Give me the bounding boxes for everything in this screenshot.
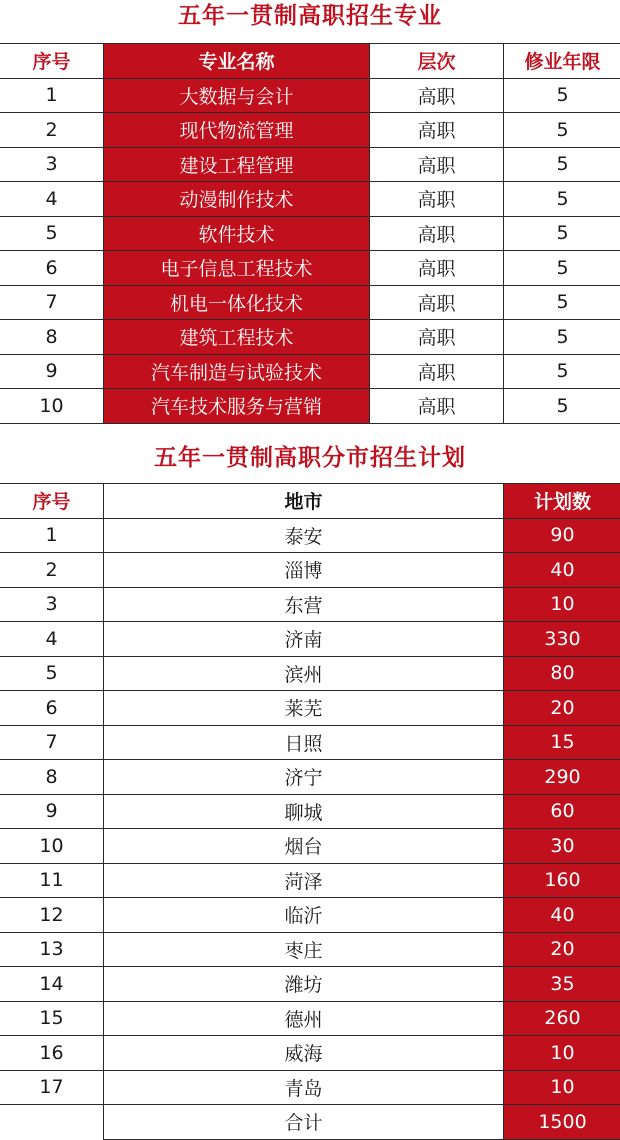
city-name: 青岛 — [104, 1070, 504, 1105]
city-plan-count: 160 — [504, 863, 620, 898]
major-row — [0, 182, 620, 217]
major-index: 8 — [0, 320, 104, 355]
header-plan-count: 计划数 — [504, 484, 620, 519]
city-name: 菏泽 — [104, 863, 504, 898]
city-row — [0, 622, 620, 657]
header-city: 地市 — [104, 484, 504, 519]
major-duration: 5 — [504, 113, 620, 148]
city-row — [0, 863, 620, 898]
city-name: 东营 — [104, 587, 504, 622]
major-index: 6 — [0, 251, 104, 286]
city-index: 17 — [0, 1070, 104, 1105]
city-name: 德州 — [104, 1001, 504, 1036]
city-row — [0, 553, 620, 588]
city-name: 枣庄 — [104, 932, 504, 967]
major-duration: 5 — [504, 285, 620, 320]
city-index: 9 — [0, 794, 104, 829]
major-row — [0, 78, 620, 113]
major-level: 高职 — [370, 216, 504, 251]
major-name: 动漫制作技术 — [104, 182, 370, 217]
major-duration: 5 — [504, 354, 620, 389]
city-name: 泰安 — [104, 518, 504, 553]
major-name: 汽车技术服务与营销 — [104, 389, 370, 424]
major-row — [0, 113, 620, 148]
city-index: 5 — [0, 656, 104, 691]
city-plan-count: 80 — [504, 656, 620, 691]
city-index: 8 — [0, 760, 104, 795]
major-index: 1 — [0, 78, 104, 113]
cities-title: 五年一贯制高职分市招生计划 — [0, 440, 620, 476]
city-index: 11 — [0, 863, 104, 898]
city-name: 日照 — [104, 725, 504, 760]
major-duration: 5 — [504, 216, 620, 251]
city-plan-count: 60 — [504, 794, 620, 829]
major-name: 建筑工程技术 — [104, 320, 370, 355]
city-index: 3 — [0, 587, 104, 622]
major-index: 2 — [0, 113, 104, 148]
major-name: 电子信息工程技术 — [104, 251, 370, 286]
major-name: 机电一体化技术 — [104, 285, 370, 320]
city-index: 16 — [0, 1036, 104, 1071]
city-row — [0, 691, 620, 726]
major-row — [0, 285, 620, 320]
city-row — [0, 1001, 620, 1036]
city-index: 6 — [0, 691, 104, 726]
city-index: 15 — [0, 1001, 104, 1036]
majors-table — [0, 43, 620, 424]
city-plan-count: 10 — [504, 1070, 620, 1105]
major-duration: 5 — [504, 389, 620, 424]
major-duration: 5 — [504, 182, 620, 217]
major-level: 高职 — [370, 251, 504, 286]
major-level: 高职 — [370, 285, 504, 320]
city-index: 4 — [0, 622, 104, 657]
city-row — [0, 518, 620, 553]
major-index: 7 — [0, 285, 104, 320]
major-index: 5 — [0, 216, 104, 251]
major-row — [0, 389, 620, 424]
city-index: 10 — [0, 829, 104, 864]
major-name: 大数据与会计 — [104, 78, 370, 113]
city-plan-count: 40 — [504, 898, 620, 933]
city-plan-count: 90 — [504, 518, 620, 553]
major-level: 高职 — [370, 182, 504, 217]
city-plan-table — [0, 483, 620, 1140]
major-row — [0, 251, 620, 286]
city-name: 滨州 — [104, 656, 504, 691]
city-row — [0, 1036, 620, 1071]
city-plan-count: 30 — [504, 829, 620, 864]
city-row — [0, 967, 620, 1002]
header-duration: 修业年限 — [504, 44, 620, 79]
major-duration: 5 — [504, 320, 620, 355]
major-duration: 5 — [504, 251, 620, 286]
total-label: 合计 — [104, 1105, 504, 1140]
header-level: 层次 — [370, 44, 504, 79]
majors-title: 五年一贯制高职招生专业 — [0, 0, 620, 36]
city-name: 淄博 — [104, 553, 504, 588]
city-row — [0, 656, 620, 691]
city-row — [0, 794, 620, 829]
city-name: 烟台 — [104, 829, 504, 864]
city-plan-count: 10 — [504, 587, 620, 622]
city-plan-count: 260 — [504, 1001, 620, 1036]
city-row — [0, 932, 620, 967]
city-name: 莱芜 — [104, 691, 504, 726]
city-plan-count: 15 — [504, 725, 620, 760]
city-index: 13 — [0, 932, 104, 967]
city-row — [0, 587, 620, 622]
city-index: 12 — [0, 898, 104, 933]
major-duration: 5 — [504, 147, 620, 182]
total-value: 1500 — [504, 1105, 620, 1140]
major-level: 高职 — [370, 113, 504, 148]
city-plan-count: 330 — [504, 622, 620, 657]
major-level: 高职 — [370, 320, 504, 355]
major-index: 10 — [0, 389, 104, 424]
major-level: 高职 — [370, 354, 504, 389]
major-name: 建设工程管理 — [104, 147, 370, 182]
cities-header-row — [0, 484, 620, 519]
city-plan-count: 35 — [504, 967, 620, 1002]
city-plan-count: 10 — [504, 1036, 620, 1071]
city-row — [0, 760, 620, 795]
city-name: 临沂 — [104, 898, 504, 933]
city-name: 聊城 — [104, 794, 504, 829]
major-level: 高职 — [370, 147, 504, 182]
major-level: 高职 — [370, 389, 504, 424]
city-name: 潍坊 — [104, 967, 504, 1002]
major-name: 软件技术 — [104, 216, 370, 251]
majors-header-row — [0, 44, 620, 79]
city-index: 14 — [0, 967, 104, 1002]
city-name: 济南 — [104, 622, 504, 657]
major-index: 3 — [0, 147, 104, 182]
city-name: 济宁 — [104, 760, 504, 795]
city-row — [0, 725, 620, 760]
city-plan-count: 290 — [504, 760, 620, 795]
major-row — [0, 147, 620, 182]
major-duration: 5 — [504, 78, 620, 113]
city-plan-count: 40 — [504, 553, 620, 588]
header-major-name: 专业名称 — [104, 44, 370, 79]
major-row — [0, 354, 620, 389]
header-index: 序号 — [0, 484, 104, 519]
city-row — [0, 898, 620, 933]
major-row — [0, 320, 620, 355]
major-name: 现代物流管理 — [104, 113, 370, 148]
city-row — [0, 829, 620, 864]
major-index: 9 — [0, 354, 104, 389]
major-index: 4 — [0, 182, 104, 217]
city-plan-count: 20 — [504, 932, 620, 967]
city-row — [0, 1070, 620, 1105]
city-index: 2 — [0, 553, 104, 588]
major-name: 汽车制造与试验技术 — [104, 354, 370, 389]
major-level: 高职 — [370, 78, 504, 113]
city-index: 7 — [0, 725, 104, 760]
city-name: 威海 — [104, 1036, 504, 1071]
major-row — [0, 216, 620, 251]
header-index: 序号 — [0, 44, 104, 79]
city-plan-count: 20 — [504, 691, 620, 726]
city-index: 1 — [0, 518, 104, 553]
